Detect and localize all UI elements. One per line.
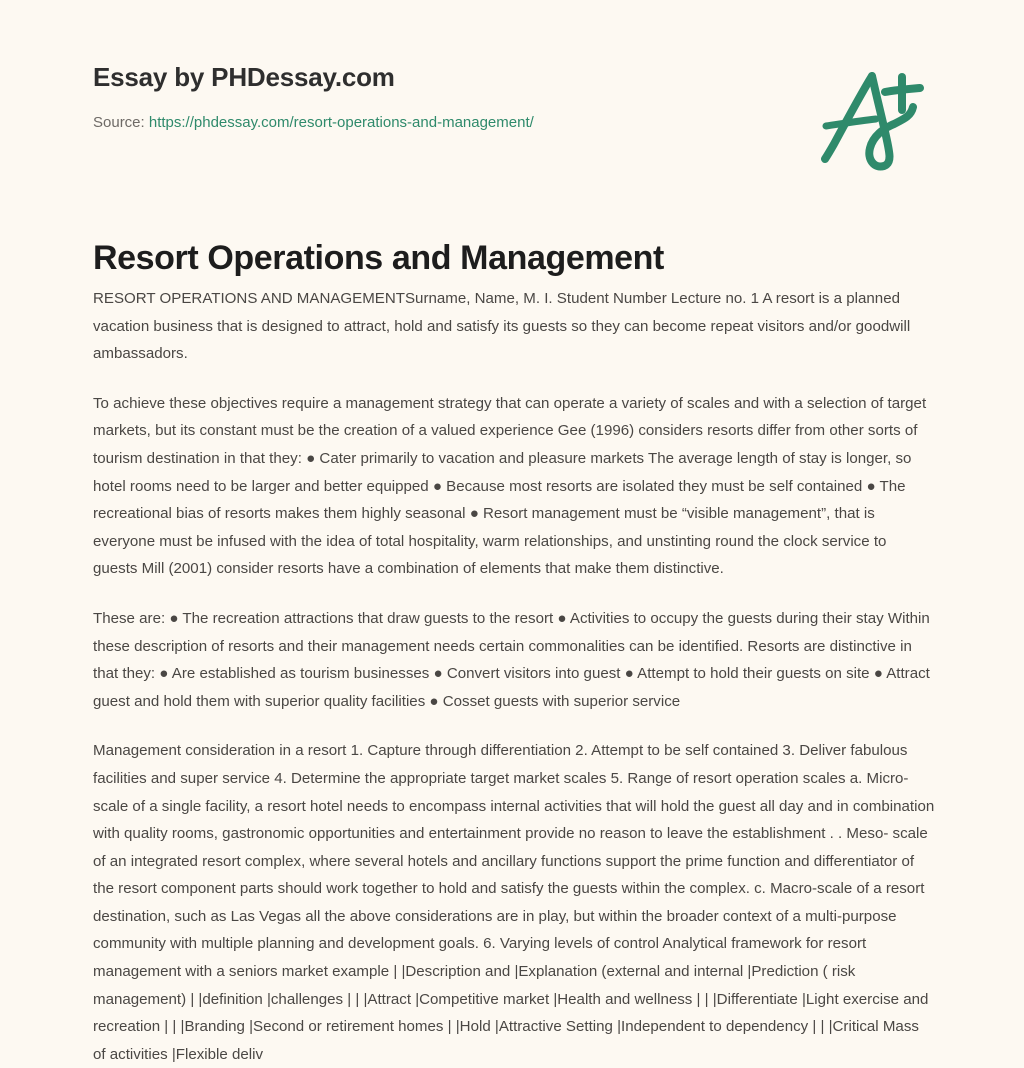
brand-title: Essay by PHDessay.com	[93, 62, 395, 92]
source-url-link[interactable]: https://phdessay.com/resort-operations-and-management/	[148, 114, 534, 132]
a-plus-logo-icon	[810, 62, 930, 172]
source-line	[93, 113, 933, 133]
page-title: Resort Operations and Management	[93, 238, 664, 277]
source-label: Source:	[93, 114, 145, 132]
page-header	[93, 62, 933, 133]
paragraph: To achieve these objectives require a management strategy that can operate a variety of scales and with a selection of target markets, but its constant must be the creation of a valued experience Gee (1996) considers resorts differ from other sorts of tourism destination in that they: ● Cater primarily to vacation and pleasure markets The average length of stay is longer, so hotel rooms need to be larger and better equipped ● Because most resorts are isolated they must be self contained ● The recreational bias of resorts makes them highly seasonal ● Resort management must be “visible management”, that is everyone must be infused with the idea of total hospitality, warm relationships, and unstinting round the clock service to guests Mill (2001) consider resorts have a combination of elements that make them distinctive.	[93, 394, 927, 578]
paragraph: These are: ● The recreation attractions that draw guests to the resort ● Activities to occupy the guests during their stay Within these description of resorts and their management needs certain commonalities can be identified. Resorts are distinctive in that they: ● Are established as tourism businesses ● Convert visitors into guest ● Attempt to hold their guests on site ● Attract guest and hold them with superior quality facilities ● Cosset guests with superior service	[93, 609, 930, 710]
paragraph: RESORT OPERATIONS AND MANAGEMENTSurname, Name, M. I. Student Number Lecture no. 1 A resort is a planned vacation business that is designed to attract, hold and satisfy its guests so they can become repeat visitors and/or goodwill ambassadors.	[93, 290, 911, 363]
paragraph: Management consideration in a resort 1. Capture through differentiation 2. Attempt to be self contained 3. Deliver fabulous facilities and super service 4. Determine the appropriate target market scales 5. Range of resort operation scales a. Micro-scale of a single facility, a resort hotel needs to encompass internal activities that will hold the guest all day and in combination with quality rooms, gastronomic opportunities and entertainment provide no reason to leave the establishment . . Meso- scale of an integrated resort complex, where several hotels and ancillary functions support the prime function and differentiator of the resort component parts should work together to hold and satisfy the guests within the complex. c. Macro-scale of a resort destination, such as Las Vegas all the above considerations are in play, but within the broader context of a multi-purpose community with multiple planning and development goals. 6. Varying levels of control Analytical framework for resort management with a seniors market example | |Description and |Explanation (external and internal |Prediction ( risk management) | |definition |challenges | | |Attract |Competitive market |Health and wellness | | |Differentiate |Light exercise and recreation | | |Branding |Second or retirement homes | |Hold |Attractive Setting |Independent to dependency | | |Critical Mass of activities |Flexible deliv	[93, 742, 935, 1063]
a-plus-logo	[810, 62, 930, 172]
essay-body	[93, 285, 935, 1068]
